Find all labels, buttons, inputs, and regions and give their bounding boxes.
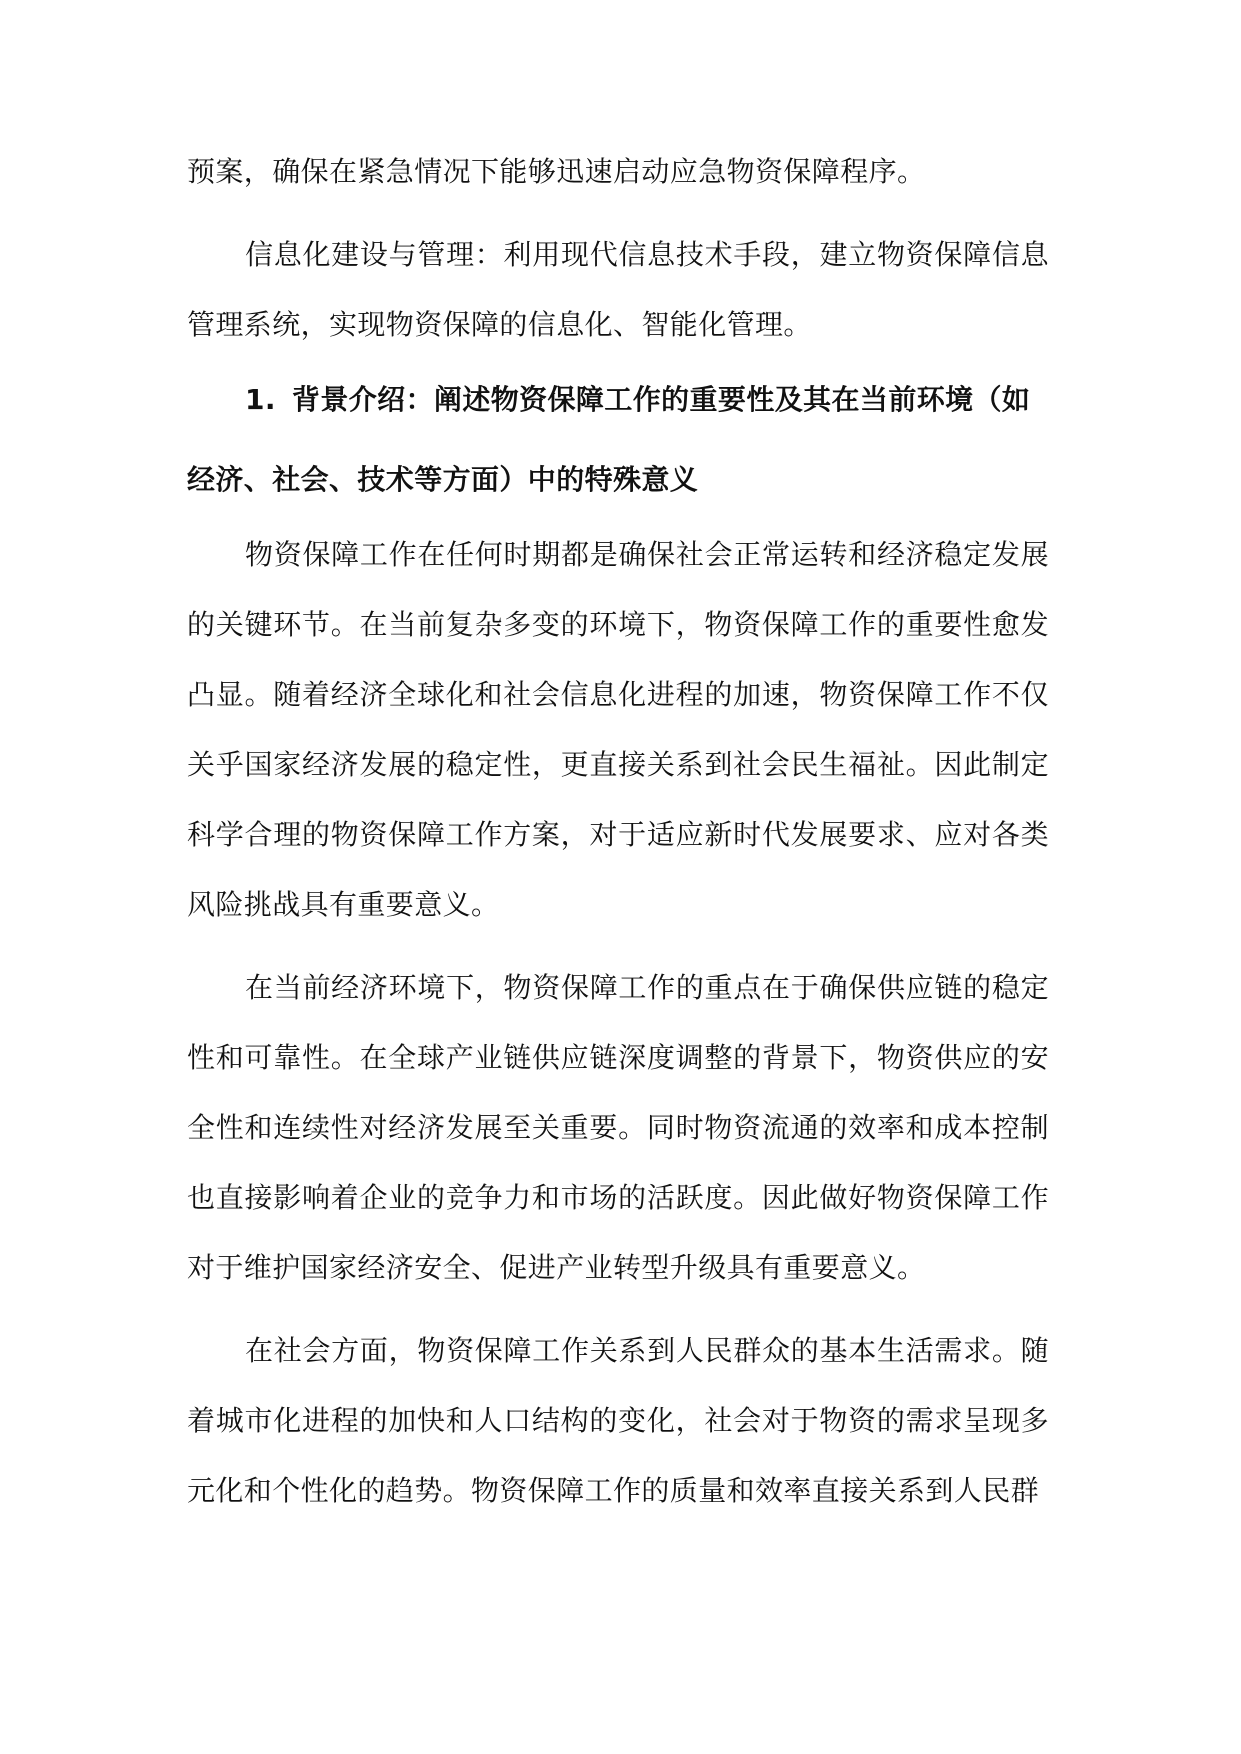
document-page xyxy=(187,137,1049,1526)
section-heading xyxy=(187,360,1049,520)
section-number: 1. xyxy=(245,383,276,416)
paragraph-information-management: 信息化建设与管理：利用现代信息技术手段，建立物资保障信息管理系统，实现物资保障的信息化、智能化管理。 xyxy=(187,238,1049,341)
paragraph-economic: 在当前经济环境下，物资保障工作的重点在于确保供应链的稳定性和可靠性。在全球产业链供应链深度调整的背景下，物资供应的安全性和连续性对经济发展至关重要。同时物资流通的效率和成本控制也直接影响着企业的竞争力和市场的活跃度。因此做好物资保障工作对于维护国家经济安全、促进产业转型升级具有重要意义。 xyxy=(187,971,1049,1284)
paragraph-importance: 物资保障工作在任何时期都是确保社会正常运转和经济稳定发展的关键环节。在当前复杂多变的环境下，物资保障工作的重要性愈发凸显。随着经济全球化和社会信息化进程的加速，物资保障工作不仅关乎国家经济发展的稳定性，更直接关系到社会民生福祉。因此制定科学合理的物资保障工作方案，对于适应新时代发展要求、应对各类风险挑战具有重要意义。 xyxy=(187,538,1049,921)
paragraph-continuation: 预案，确保在紧急情况下能够迅速启动应急物资保障程序。 xyxy=(187,155,926,188)
section-title: 背景介绍：阐述物资保障工作的重要性及其在当前环境（如经济、社会、技术等方面）中的特殊意义 xyxy=(187,383,1031,496)
paragraph-social: 在社会方面，物资保障工作关系到人民群众的基本生活需求。随着城市化进程的加快和人口结构的变化，社会对于物资的需求呈现多元化和个性化的趋势。物资保障工作的质量和效率直接关系到人民群 xyxy=(187,1334,1049,1507)
